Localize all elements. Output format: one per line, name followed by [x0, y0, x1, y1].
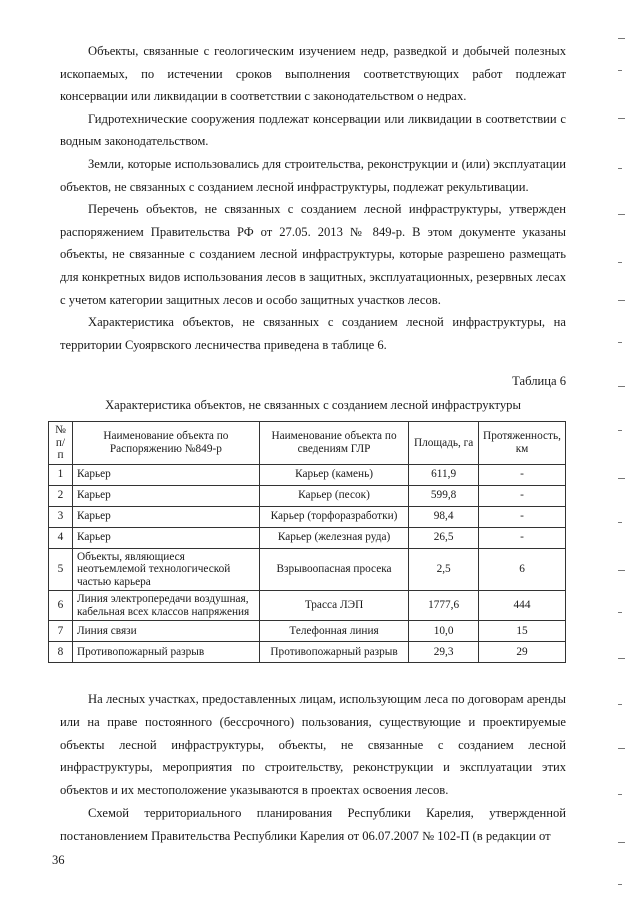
cell-num: 6	[49, 591, 73, 621]
table-row	[49, 548, 566, 591]
scan-mark	[618, 884, 622, 885]
cell-name-order: Карьер	[72, 464, 259, 485]
table-row	[49, 485, 566, 506]
table-row	[49, 591, 566, 621]
scan-mark	[618, 262, 622, 263]
cell-length: 15	[479, 621, 566, 642]
cell-length: 6	[479, 548, 566, 591]
table-row	[49, 506, 566, 527]
cell-name-order: Линия электропередачи воздушная, кабельная всех классов напряжения	[72, 591, 259, 621]
cell-area: 599,8	[409, 485, 479, 506]
scan-mark	[618, 300, 625, 301]
cell-name-glr: Карьер (песок)	[259, 485, 408, 506]
cell-length: -	[479, 506, 566, 527]
cell-name-order: Карьер	[72, 527, 259, 548]
body-text-top	[60, 40, 566, 356]
cell-name-glr: Карьер (торфоразработки)	[259, 506, 408, 527]
table-header-row	[49, 422, 566, 465]
scan-mark	[618, 612, 622, 613]
header-length: Протяженность, км	[479, 422, 566, 465]
scan-mark	[618, 748, 625, 749]
scan-mark	[618, 118, 625, 119]
cell-length: 444	[479, 591, 566, 621]
scan-mark	[618, 430, 622, 431]
scan-mark	[618, 386, 625, 387]
cell-area: 98,4	[409, 506, 479, 527]
cell-name-glr: Телефонная линия	[259, 621, 408, 642]
cell-name-glr: Карьер (железная руда)	[259, 527, 408, 548]
paragraph: Объекты, связанные с геологическим изучением недр, разведкой и добычей полезных ископаемых, по истечении сроков выполнения соответствующих работ подлежат консервации или ликвидации в соответствии с законодательством о недрах.	[60, 44, 566, 104]
cell-num: 4	[49, 527, 73, 548]
cell-name-order: Карьер	[72, 506, 259, 527]
body-text-bottom	[60, 688, 566, 848]
cell-length: -	[479, 527, 566, 548]
cell-name-glr: Карьер (камень)	[259, 464, 408, 485]
table-caption: Характеристика объектов, не связанных с созданием лесной инфраструктуры	[105, 398, 521, 412]
page-number: 36	[52, 853, 65, 867]
cell-length: -	[479, 464, 566, 485]
scan-mark	[618, 842, 625, 843]
cell-num: 8	[49, 642, 73, 663]
cell-name-order: Карьер	[72, 485, 259, 506]
cell-num: 3	[49, 506, 73, 527]
cell-name-order: Объекты, являющиеся неотъемлемой технологической частью карьера	[72, 548, 259, 591]
cell-area: 26,5	[409, 527, 479, 548]
cell-name-glr: Трасса ЛЭП	[259, 591, 408, 621]
cell-name-order: Противопожарный разрыв	[72, 642, 259, 663]
objects-table	[48, 421, 566, 663]
paragraph: Земли, которые использовались для строительства, реконструкции и (или) эксплуатации объектов, не связанных с созданием лесной инфраструктуры, подлежат рекультивации.	[60, 156, 566, 194]
header-name-glr: Наименование объекта по сведениям ГЛР	[259, 422, 408, 465]
cell-num: 1	[49, 464, 73, 485]
cell-num: 5	[49, 548, 73, 591]
scan-mark	[618, 478, 625, 479]
cell-area: 1777,6	[409, 591, 479, 621]
header-area: Площадь, га	[409, 422, 479, 465]
table-row	[49, 621, 566, 642]
cell-area: 10,0	[409, 621, 479, 642]
scan-mark	[618, 70, 622, 71]
cell-length: -	[479, 485, 566, 506]
header-num: № п/п	[49, 422, 73, 465]
cell-name-order: Линия связи	[72, 621, 259, 642]
cell-num: 2	[49, 485, 73, 506]
cell-name-glr: Противопожарный разрыв	[259, 642, 408, 663]
paragraph: Перечень объектов, не связанных с созданием лесной инфраструктуры, утвержден распоряжением Правительства РФ от 27.05. 2013 № 849-р. В этом документе указаны объекты, не связанные с созданием лесной инфраструктуры, которые разрешено размещать для конкретных видов использования лесов в защитных, эксплуатационных, резервных лесах с учетом категории защитных лесов и особо защитных участков лесов.	[60, 202, 566, 307]
cell-name-glr: Взрывоопасная просека	[259, 548, 408, 591]
header-name-order: Наименование объекта по Распоряжению №849-р	[72, 422, 259, 465]
scan-mark	[618, 214, 625, 215]
scan-mark	[618, 38, 625, 39]
scan-mark	[618, 658, 625, 659]
table-row	[49, 464, 566, 485]
scan-mark	[618, 570, 625, 571]
paragraph: Гидротехнические сооружения подлежат консервации или ликвидации в соответствии с водным законодательством.	[60, 111, 566, 149]
cell-area: 2,5	[409, 548, 479, 591]
cell-num: 7	[49, 621, 73, 642]
table-row	[49, 642, 566, 663]
table-label: Таблица 6	[512, 374, 566, 388]
paragraph: Схемой территориального планирования Республики Карелия, утвержденной постановлением Правительства Республики Карелия от 06.07.2007 № 102-П (в редакции от	[60, 805, 566, 843]
scan-mark	[618, 168, 622, 169]
table-row	[49, 527, 566, 548]
paragraph: Характеристика объектов, не связанных с созданием лесной инфраструктуры, на территории Суоярвского лесничества приведена в таблице 6.	[60, 315, 566, 352]
scan-mark	[618, 342, 622, 343]
scan-mark	[618, 522, 622, 523]
scan-mark	[618, 704, 622, 705]
cell-area: 29,3	[409, 642, 479, 663]
cell-area: 611,9	[409, 464, 479, 485]
cell-length: 29	[479, 642, 566, 663]
scan-mark	[618, 794, 622, 795]
paragraph: На лесных участках, предоставленных лицам, использующим леса по договорам аренды или на праве постоянного (бессрочного) пользования, существующие и проектируемые объекты лесной инфраструктуры, объекты, не связанные с созданием лесной инфраструктуры, мероприятия по строительству, реконструкции и эксплуатации этих объектов и их местоположение указываются в проектах освоения лесов.	[60, 692, 566, 798]
